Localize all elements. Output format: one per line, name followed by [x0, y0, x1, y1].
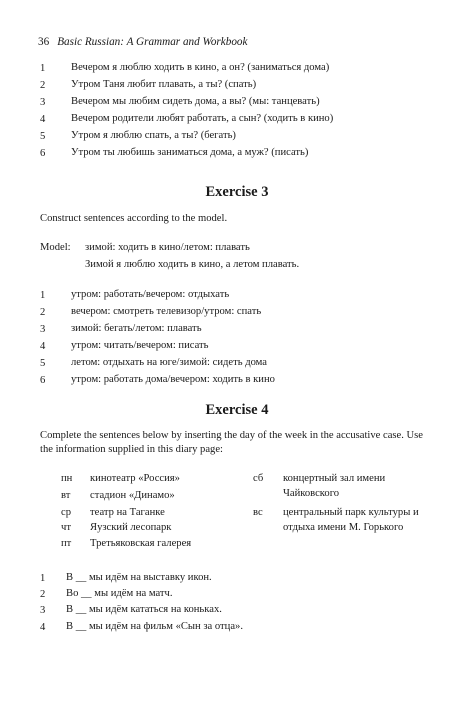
diary-entry: Яузский лесопарк	[90, 522, 172, 533]
list-item-text: Утром Таня любит плавать, а ты? (спать)	[71, 79, 257, 90]
diary-entry-line1: концертный зал имени	[283, 473, 386, 484]
exercise-3-title: Exercise 3	[205, 184, 269, 200]
list-number: 2	[40, 80, 46, 91]
exercise-4-instruction-line2: the information supplied in this diary page:	[40, 444, 224, 455]
model-prompt: зимой: ходить в кино/летом: плавать	[85, 242, 250, 253]
list-item-text: Утром я люблю спать, а ты? (бегать)	[71, 130, 236, 141]
exercise-3-instruction: Construct sentences according to the model.	[40, 213, 228, 224]
list-item-text: В __ мы идём на выставку икон.	[66, 572, 212, 583]
list-number: 5	[40, 131, 46, 142]
diary-day: вс	[253, 507, 263, 518]
list-number: 4	[40, 622, 46, 633]
diary-entry-line2: Чайковского	[283, 488, 340, 499]
list-number: 2	[40, 589, 46, 600]
exercise-4-instruction-line1: Complete the sentences below by inserting the day of the week in the accusative case. Use	[40, 430, 424, 441]
list-item-text: Вечером я люблю ходить в кино, а он? (заниматься дома)	[71, 62, 330, 73]
list-number: 1	[40, 63, 46, 74]
exercise-4-title: Exercise 4	[205, 402, 269, 418]
list-number: 6	[40, 375, 46, 386]
list-item-text: утром: работать/вечером: отдыхать	[71, 289, 230, 300]
running-header	[38, 36, 247, 48]
list-item-text: В __ мы идём кататься на коньках.	[66, 604, 222, 615]
list-number: 3	[40, 324, 46, 335]
list-number: 1	[40, 573, 46, 584]
list-item-text: зимой: бегать/летом: плавать	[71, 323, 202, 334]
diary-day: сб	[253, 473, 264, 484]
diary-entry: стадион «Динамо»	[90, 490, 175, 501]
book-title: Basic Russian: A Grammar and Workbook	[57, 36, 248, 48]
list-item-text: Вечером родители любят работать, а сын? (ходить в кино)	[71, 113, 334, 124]
list-number: 4	[40, 341, 46, 352]
model-answer: Зимой я люблю ходить в кино, а летом плавать.	[85, 259, 300, 270]
diary-day: ср	[61, 507, 71, 518]
diary-entry: театр на Таганке	[90, 507, 165, 518]
diary-entry: кинотеатр «Россия»	[90, 473, 180, 484]
list-item-text: утром: читать/вечером: писать	[71, 340, 209, 351]
list-item-text: вечером: смотреть телевизор/утром: спать	[71, 306, 262, 317]
list-item-text: Утром ты любишь заниматься дома, а муж? (писать)	[71, 147, 309, 158]
page-number: 36	[38, 36, 50, 48]
list-number: 3	[40, 97, 46, 108]
list-item-text: В __ мы идём на фильм «Сын за отца».	[66, 621, 244, 632]
diary-day: вт	[61, 490, 71, 501]
model-label: Model:	[40, 242, 71, 253]
list-number: 6	[40, 148, 46, 159]
list-item-text: Вечером мы любим сидеть дома, а вы? (мы: танцевать)	[71, 96, 320, 107]
list-item-text: Во __ мы идём на матч.	[66, 588, 173, 599]
diary-entry: Третьяковская галерея	[90, 538, 192, 549]
list-number: 4	[40, 114, 46, 125]
list-item-text: летом: отдыхать на юге/зимой: сидеть дома	[71, 357, 268, 368]
list-number: 5	[40, 358, 46, 369]
diary-entry-line2: отдыха имени М. Горького	[283, 522, 404, 533]
diary-day: чт	[61, 522, 71, 533]
diary-day: пт	[61, 538, 72, 549]
diary-day: пн	[61, 473, 73, 484]
list-number: 3	[40, 605, 46, 616]
diary-entry-line1: центральный парк культуры и	[283, 507, 419, 518]
list-number: 2	[40, 307, 46, 318]
list-item-text: утром: работать дома/вечером: ходить в кино	[71, 374, 275, 385]
list-number: 1	[40, 290, 46, 301]
